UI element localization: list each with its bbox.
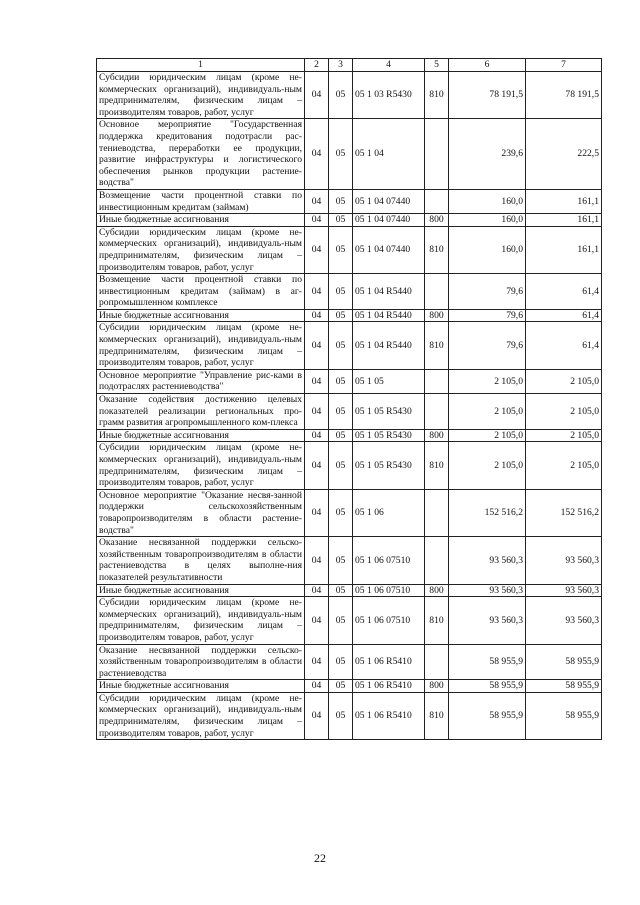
expense-type-cell: 800: [425, 429, 449, 442]
expense-type-cell: 810: [425, 226, 449, 273]
subsection-code-cell: 05: [329, 584, 353, 597]
expense-type-cell: 810: [425, 442, 449, 489]
amount-year1-cell: 58 955,9: [449, 680, 526, 693]
table-row: [97, 394, 602, 430]
row-name-cell: Основное мероприятие "Государственная поддержка кредитования подотрасли рас-тениеводства, переработки ее продукции, развитие инфраструктуры и логистического обеспечения рынков продукции растение-водства": [97, 119, 305, 190]
row-name-cell: Оказание несвязанной поддержки сельско-хозяйственным товаропроизводителям в области растениеводства: [97, 644, 305, 680]
section-code-cell: 04: [305, 644, 329, 680]
expense-type-cell: 810: [425, 597, 449, 644]
subsection-code-cell: 05: [329, 214, 353, 227]
amount-year2-cell: 152 516,2: [526, 489, 602, 536]
row-name-cell: Субсидии юридическим лицам (кроме не-коммерческих организаций), индивидуаль-ным предпринимателям, физическим лицам – производителям товаров, работ, услуг: [97, 72, 305, 119]
amount-year1-cell: 2 105,0: [449, 442, 526, 489]
section-code-cell: 04: [305, 584, 329, 597]
expense-type-cell: [425, 274, 449, 310]
amount-year2-cell: 161,1: [526, 214, 602, 227]
target-article-cell: 05 1 04 07440: [353, 226, 425, 273]
row-name-cell: Основное мероприятие "Оказание несвя-занной поддержки сельскохозяйственным товаропроизводителям в области растение-водства": [97, 489, 305, 536]
target-article-cell: 05 1 05 R5430: [353, 394, 425, 430]
table-row: [97, 226, 602, 273]
table-row: [97, 72, 602, 119]
row-name-cell: Возмещение части процентной ставки по инвестиционным кредитам (займам) в аг-ропромышленном комплексе: [97, 274, 305, 310]
column-header-4: 4: [353, 59, 425, 72]
amount-year2-cell: 2 105,0: [526, 369, 602, 393]
section-code-cell: 04: [305, 537, 329, 584]
section-code-cell: 04: [305, 429, 329, 442]
page-number: 22: [314, 851, 326, 865]
target-article-cell: 05 1 04 07440: [353, 189, 425, 213]
row-name-cell: Субсидии юридическим лицам (кроме не-коммерческих организаций), индивидуаль-ным предпринимателям, физическим лицам – производителям товаров, работ, услуг: [97, 597, 305, 644]
row-name-cell: Иные бюджетные ассигнования: [97, 680, 305, 693]
table-row: [97, 489, 602, 536]
table-row: [97, 537, 602, 584]
expense-type-cell: 810: [425, 692, 449, 739]
row-name-cell: Иные бюджетные ассигнования: [97, 214, 305, 227]
amount-year1-cell: 160,0: [449, 214, 526, 227]
table-row: [97, 442, 602, 489]
column-header-1: 1: [97, 59, 305, 72]
target-article-cell: 05 1 06 R5410: [353, 692, 425, 739]
target-article-cell: 05 1 06 07510: [353, 597, 425, 644]
section-code-cell: 04: [305, 72, 329, 119]
subsection-code-cell: 05: [329, 692, 353, 739]
amount-year2-cell: 2 105,0: [526, 394, 602, 430]
column-header-2: 2: [305, 59, 329, 72]
subsection-code-cell: 05: [329, 189, 353, 213]
subsection-code-cell: 05: [329, 72, 353, 119]
column-header-7: 7: [526, 59, 602, 72]
expense-type-cell: [425, 119, 449, 190]
amount-year1-cell: 2 105,0: [449, 394, 526, 430]
table-row: [97, 274, 602, 310]
subsection-code-cell: 05: [329, 680, 353, 693]
row-name-cell: Иные бюджетные ассигнования: [97, 309, 305, 322]
table-row: [97, 597, 602, 644]
table-row: [97, 369, 602, 393]
table-header-row: [97, 59, 602, 72]
amount-year2-cell: 93 560,3: [526, 584, 602, 597]
expense-type-cell: [425, 369, 449, 393]
expense-type-cell: 800: [425, 214, 449, 227]
section-code-cell: 04: [305, 189, 329, 213]
target-article-cell: 05 1 03 R5430: [353, 72, 425, 119]
section-code-cell: 04: [305, 394, 329, 430]
section-code-cell: 04: [305, 692, 329, 739]
target-article-cell: 05 1 05 R5430: [353, 429, 425, 442]
amount-year1-cell: 160,0: [449, 226, 526, 273]
table-row: [97, 692, 602, 739]
subsection-code-cell: 05: [329, 369, 353, 393]
table-row: [97, 309, 602, 322]
amount-year1-cell: 2 105,0: [449, 429, 526, 442]
target-article-cell: 05 1 04 R5440: [353, 274, 425, 310]
amount-year2-cell: 61,4: [526, 322, 602, 369]
target-article-cell: 05 1 05 R5430: [353, 442, 425, 489]
row-name-cell: Субсидии юридическим лицам (кроме не-коммерческих организаций), индивидуаль-ным предпринимателям, физическим лицам – производителям товаров, работ, услуг: [97, 226, 305, 273]
subsection-code-cell: 05: [329, 309, 353, 322]
expense-type-cell: 810: [425, 72, 449, 119]
row-name-cell: Основное мероприятие "Управление рис-ками в подотраслях растениеводства": [97, 369, 305, 393]
target-article-cell: 05 1 04 R5440: [353, 322, 425, 369]
section-code-cell: 04: [305, 119, 329, 190]
section-code-cell: 04: [305, 597, 329, 644]
section-code-cell: 04: [305, 226, 329, 273]
amount-year2-cell: 61,4: [526, 309, 602, 322]
subsection-code-cell: 05: [329, 489, 353, 536]
amount-year1-cell: 78 191,5: [449, 72, 526, 119]
target-article-cell: 05 1 06 R5410: [353, 680, 425, 693]
row-name-cell: Иные бюджетные ассигнования: [97, 584, 305, 597]
table-row: [97, 680, 602, 693]
amount-year2-cell: 2 105,0: [526, 429, 602, 442]
amount-year1-cell: 93 560,3: [449, 597, 526, 644]
expense-type-cell: 800: [425, 680, 449, 693]
target-article-cell: 05 1 06 07510: [353, 584, 425, 597]
amount-year1-cell: 152 516,2: [449, 489, 526, 536]
subsection-code-cell: 05: [329, 429, 353, 442]
expense-type-cell: [425, 644, 449, 680]
subsection-code-cell: 05: [329, 322, 353, 369]
expense-type-cell: [425, 394, 449, 430]
amount-year2-cell: 93 560,3: [526, 597, 602, 644]
target-article-cell: 05 1 04: [353, 119, 425, 190]
amount-year1-cell: 79,6: [449, 309, 526, 322]
subsection-code-cell: 05: [329, 274, 353, 310]
row-name-cell: Оказание содействия достижению целевых показателей реализации региональных про-грамм развития агропромышленного ком-плекса: [97, 394, 305, 430]
section-code-cell: 04: [305, 489, 329, 536]
amount-year2-cell: 58 955,9: [526, 644, 602, 680]
target-article-cell: 05 1 04 R5440: [353, 309, 425, 322]
section-code-cell: 04: [305, 680, 329, 693]
amount-year2-cell: 78 191,5: [526, 72, 602, 119]
amount-year1-cell: 93 560,3: [449, 537, 526, 584]
section-code-cell: 04: [305, 442, 329, 489]
expense-type-cell: [425, 537, 449, 584]
amount-year1-cell: 58 955,9: [449, 692, 526, 739]
amount-year1-cell: 2 105,0: [449, 369, 526, 393]
subsection-code-cell: 05: [329, 442, 353, 489]
section-code-cell: 04: [305, 214, 329, 227]
table-row: [97, 322, 602, 369]
amount-year2-cell: 222,5: [526, 119, 602, 190]
section-code-cell: 04: [305, 369, 329, 393]
subsection-code-cell: 05: [329, 597, 353, 644]
budget-table: [96, 58, 602, 740]
amount-year1-cell: 58 955,9: [449, 644, 526, 680]
table-body: [97, 72, 602, 740]
amount-year2-cell: 58 955,9: [526, 680, 602, 693]
expense-type-cell: 800: [425, 309, 449, 322]
amount-year1-cell: 239,6: [449, 119, 526, 190]
row-name-cell: Субсидии юридическим лицам (кроме не-коммерческих организаций), индивидуаль-ным предпринимателям, физическим лицам – производителям товаров, работ, услуг: [97, 322, 305, 369]
column-header-3: 3: [329, 59, 353, 72]
table-row: [97, 189, 602, 213]
section-code-cell: 04: [305, 309, 329, 322]
section-code-cell: 04: [305, 274, 329, 310]
subsection-code-cell: 05: [329, 394, 353, 430]
column-header-5: 5: [425, 59, 449, 72]
row-name-cell: Субсидии юридическим лицам (кроме не-коммерческих организаций), индивидуаль-ным предпринимателям, физическим лицам – производителям товаров, работ, услуг: [97, 442, 305, 489]
amount-year2-cell: 61,4: [526, 274, 602, 310]
table-row: [97, 584, 602, 597]
expense-type-cell: 810: [425, 322, 449, 369]
amount-year1-cell: 93 560,3: [449, 584, 526, 597]
table-row: [97, 429, 602, 442]
expense-type-cell: [425, 489, 449, 536]
row-name-cell: Оказание несвязанной поддержки сельско-хозяйственным товаропроизводителям в области растениеводства в целях выполне-ния показателей результативности: [97, 537, 305, 584]
expense-type-cell: 800: [425, 584, 449, 597]
target-article-cell: 05 1 06 07510: [353, 537, 425, 584]
amount-year1-cell: 79,6: [449, 274, 526, 310]
target-article-cell: 05 1 06 R5410: [353, 644, 425, 680]
amount-year2-cell: 2 105,0: [526, 442, 602, 489]
amount-year2-cell: 58 955,9: [526, 692, 602, 739]
table-row: [97, 119, 602, 190]
subsection-code-cell: 05: [329, 226, 353, 273]
expense-type-cell: [425, 189, 449, 213]
subsection-code-cell: 05: [329, 119, 353, 190]
row-name-cell: Субсидии юридическим лицам (кроме не-коммерческих организаций), индивидуаль-ным предпринимателям, физическим лицам – производителям товаров, работ, услуг: [97, 692, 305, 739]
table-row: [97, 644, 602, 680]
amount-year2-cell: 161,1: [526, 226, 602, 273]
amount-year2-cell: 93 560,3: [526, 537, 602, 584]
subsection-code-cell: 05: [329, 644, 353, 680]
target-article-cell: 05 1 05: [353, 369, 425, 393]
amount-year1-cell: 79,6: [449, 322, 526, 369]
row-name-cell: Возмещение части процентной ставки по инвестиционным кредитам (займам): [97, 189, 305, 213]
table-row: [97, 214, 602, 227]
amount-year2-cell: 161,1: [526, 189, 602, 213]
section-code-cell: 04: [305, 322, 329, 369]
target-article-cell: 05 1 04 07440: [353, 214, 425, 227]
column-header-6: 6: [449, 59, 526, 72]
row-name-cell: Иные бюджетные ассигнования: [97, 429, 305, 442]
target-article-cell: 05 1 06: [353, 489, 425, 536]
subsection-code-cell: 05: [329, 537, 353, 584]
amount-year1-cell: 160,0: [449, 189, 526, 213]
